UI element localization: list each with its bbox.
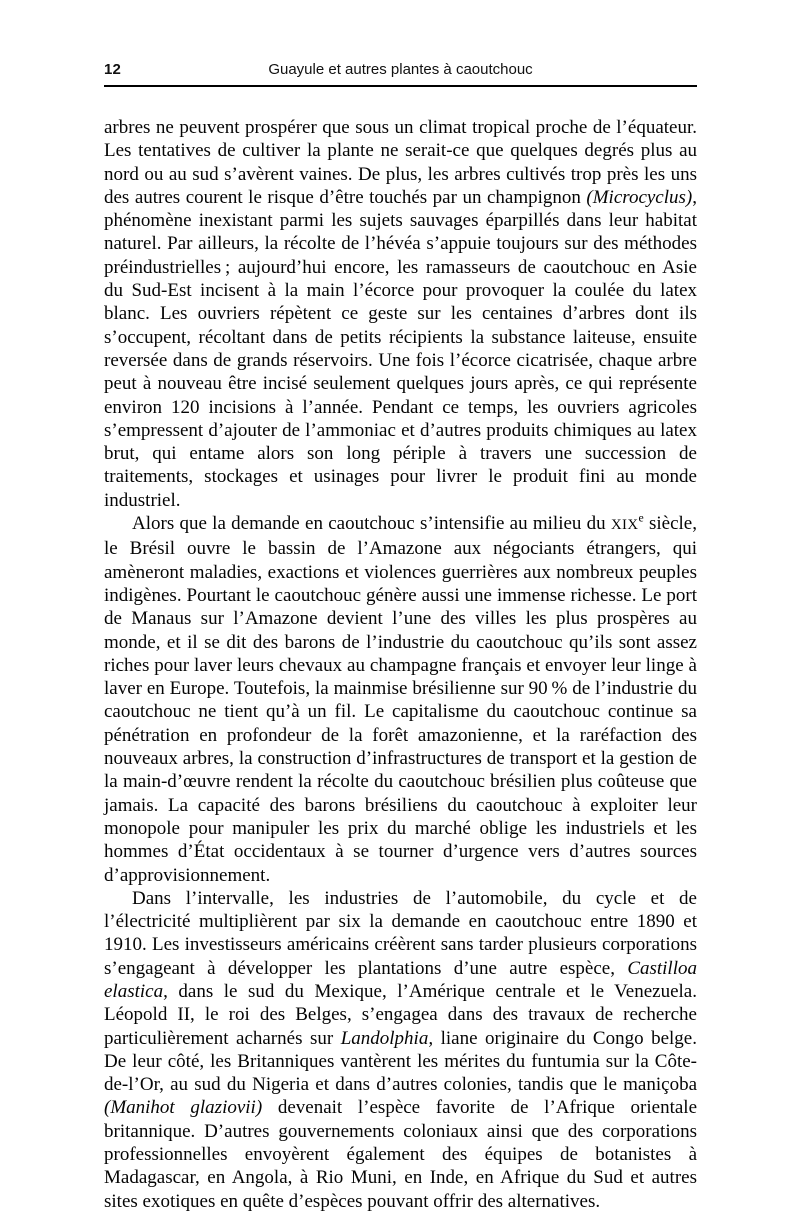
paragraph-3	[104, 887, 697, 1213]
century-ordinal-superscript: e	[638, 511, 644, 525]
paragraph-3-text: devenait l’espèce favorite de l’Afrique orientale britannique. D’autres gouvernements coloniaux ainsi que des corporations professionnelles envoyèrent également des équipes de botanistes à Madagascar, en Angola, à Rio Muni, en Inde, en Afrique du Sud et autres sites exotiques en quête d’espèces pouvant offrir des alternatives.	[104, 1097, 698, 1212]
paragraph-3-text: , dans le sud du Mexique, l’Amérique centrale et le Venezuela. Léopold II, le roi des Belges, s’engagea dans des travaux de recherche particulièrement acharnés sur	[104, 980, 697, 1049]
species-name-castilloa-elastica: Castilloa elastica	[104, 957, 697, 1002]
paragraph-2	[104, 512, 697, 887]
page-body	[104, 116, 697, 1213]
header-rule	[104, 85, 697, 87]
century-small-caps: XIX	[610, 517, 639, 534]
paragraph-2-text: Alors que la demande en caoutchouc s’intensifie au milieu du	[132, 513, 611, 535]
species-name-microcyclus: (Microcyclus)	[586, 186, 693, 208]
paragraph-2-text: siècle, le Brésil ouvre le bassin de l’Amazone aux négociants étrangers, qui amèneront maladies, exactions et violences guerrières aux nombreux peuples indigènes. Pourtant le caoutchouc génère aussi une immense richesse. Le port de Manaus sur l’Amazone devient l’une des villes les plus prospères au monde, et il se dit des barons de l’industrie du caoutchouc qu’ils sont assez riches pour laver leurs chevaux au champagne français et envoyer leur linge à laver en Europe. Toutefois, la mainmise brésilienne sur 90 % de l’industrie du caoutchouc ne tient qu’à un fil. Le capitalisme du caoutchouc continue sa pénétration en profondeur de la forêt amazonienne, et la raréfaction des nouveaux arbres, la construction d’infrastructures de transport et la gestion de la main-d’œuvre rendent la récolte du caoutchouc brésilien plus coûteuse que jamais. La capacité des barons brésiliens du caoutchouc à exploiter leur monopole pour manipuler les prix du marché oblige les industriels et les hommes d’État occidentaux à se tourner d’urgence vers d’autres sources d’approvisionnement.	[104, 513, 697, 886]
paragraph-1-text: , phénomène inexistant parmi les sujets sauvages éparpillés dans leur habitat naturel. Par ailleurs, la récolte de l’hévéa s’appuie toujours sur des méthodes préindustrielles ; aujourd’hui encore, les ramasseurs de caoutchouc en Asie du Sud-Est incisent à la main l’écorce pour provoquer la coulée du latex blanc. Les ouvriers répètent ce geste sur les centaines d’arbres dont ils s’occupent, récoltant dans de petits récipients la substance laiteuse, ensuite reversée dans de grands réservoirs. Une fois l’écorce cicatrisée, chaque arbre peut à nouveau être incisé seulement quelques jours après, ce qui représente environ 120 incisions à l’année. Pendant ce temps, les ouvriers agricoles s’empressent d’ajouter de l’ammoniac et d’autres produits chimiques au latex brut, qui entame alors son long périple à travers une succession de traitements, stockages et usinages pour livrer le produit fini au monde industriel.	[104, 186, 697, 511]
species-name-manihot-glaziovii: (Manihot glaziovii)	[104, 1097, 263, 1119]
paragraph-1	[104, 116, 697, 512]
page-header	[104, 0, 697, 79]
paragraph-3-text: Dans l’intervalle, les industries de l’automobile, du cycle et de l’électricité multiplièrent par six la demande en caoutchouc entre 1890 et 1910. Les investisseurs américains créèrent sans tarder plusieurs corporations s’engageant à développer les plantations d’une autre espèce,	[104, 887, 697, 979]
paragraph-3-text: liane originaire du Congo belge. De leur côté, les Britanniques vantèrent les mérites du funtumia sur la Côte-de-l’Or, au sud du Nigeria et dans d’autres colonies, tandis que le maniçoba	[104, 1027, 697, 1096]
paragraph-1-text: arbres ne peuvent prospérer que sous un climat tropical proche de l’équateur. Les tentatives de cultiver la plante ne serait-ce que quelques degrés plus au nord ou au sud s’avèrent vaines. De plus, les arbres cultivés trop près les uns des autres courent le risque d’être touchés par un champignon	[104, 117, 697, 208]
page-number: 12	[104, 61, 122, 78]
species-name-landolphia: Landolphia,	[340, 1027, 434, 1049]
running-title: Guayule et autres plantes à caoutchouc	[268, 61, 533, 78]
